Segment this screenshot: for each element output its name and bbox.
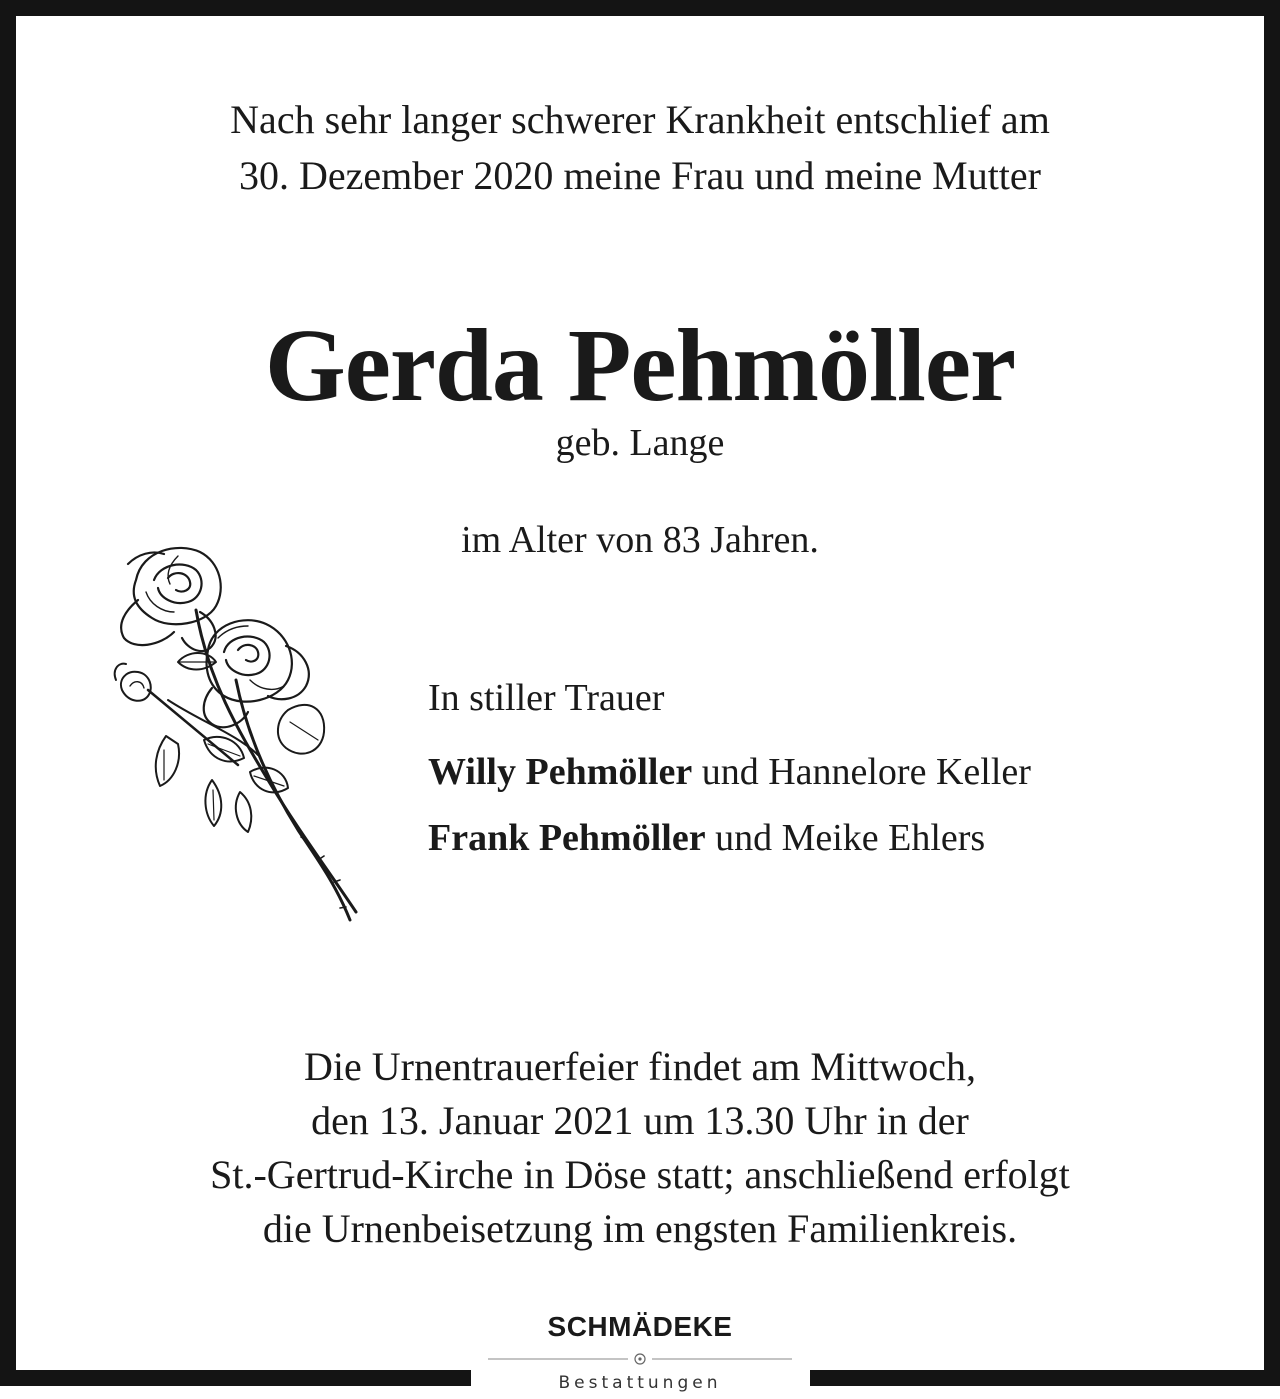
intro-line: Nach sehr langer schwerer Krankheit entschlief am [230, 97, 1050, 142]
mourning-phrase: In stiller Trauer [428, 677, 665, 719]
logo-divider-icon [488, 1353, 792, 1365]
ceremony-line: Die Urnentrauerfeier findet am Mittwoch, [304, 1044, 976, 1089]
mourner-line [428, 746, 1031, 798]
ceremony-line: die Urnenbeisetzung im engsten Familienkreis. [262, 1206, 1018, 1251]
mourner-line [428, 812, 985, 864]
roses-illustration-icon [108, 540, 368, 930]
intro-text [0, 92, 1280, 204]
ceremony-line: den 13. Januar 2021 um 13.30 Uhr in der [311, 1098, 969, 1143]
logo-name: SCHMÄDEKE [547, 1311, 733, 1342]
age-line: im Alter von 83 Jahren. [461, 519, 819, 561]
ceremony-line: St.-Gertrud-Kirche in Döse statt; anschließend erfolgt [210, 1152, 1070, 1197]
mourner-partner: und Hannelore Keller [692, 751, 1031, 793]
logo-subtitle: Bestattungen [558, 1373, 722, 1393]
birth-name: geb. Lange [555, 422, 725, 464]
mourner-partner: und Meike Ehlers [705, 817, 986, 859]
ceremony-text [0, 1040, 1280, 1256]
border-bottom-left [0, 1370, 471, 1386]
border-bottom-right [810, 1370, 1280, 1386]
funeral-home-logo [480, 1305, 800, 1399]
mourner-name: Willy Pehmöller [428, 751, 693, 793]
intro-line: 30. Dezember 2020 meine Frau und meine Mutter [239, 153, 1041, 198]
mourner-name: Frank Pehmöller [428, 817, 706, 859]
deceased-name: Gerda Pehmöller [264, 308, 1016, 423]
border-top [0, 0, 1280, 16]
